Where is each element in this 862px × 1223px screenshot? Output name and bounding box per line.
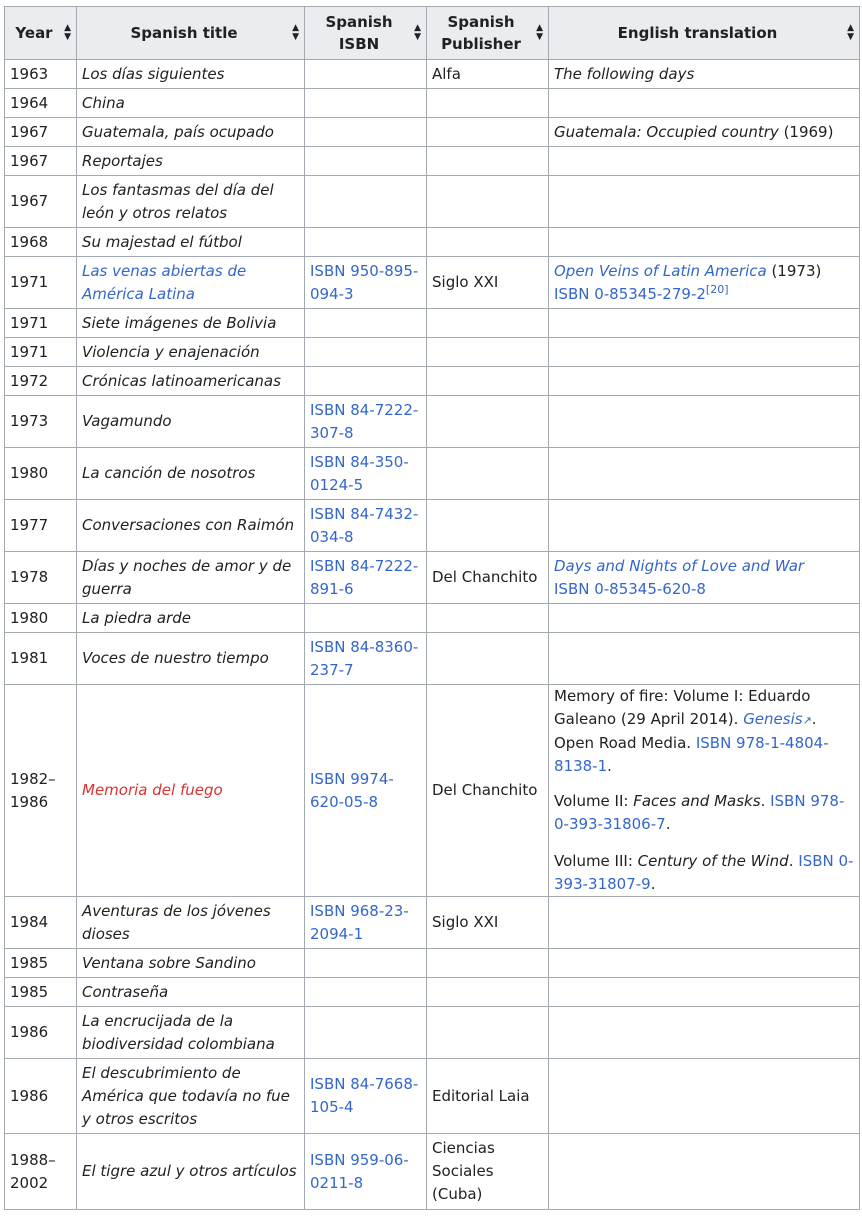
spanish-isbn-link[interactable]: ISBN 84-7222-891-6: [310, 556, 419, 598]
spanish-title-cell: [77, 89, 305, 118]
publisher-cell: Editorial Laia: [427, 1059, 549, 1134]
spanish-title-text: Los fantasmas del día del león y otros relatos: [82, 180, 274, 222]
spanish-title-cell: [77, 118, 305, 147]
volume-1-text: Memory of fire: Volume I: Eduardo Galeano (29 April 2014).: [554, 687, 811, 728]
english-translation-cell: [549, 118, 860, 147]
spanish-title-text: Su majestad el fútbol: [82, 232, 242, 251]
year-cell: 1964: [5, 89, 77, 118]
year-cell: 1968: [5, 228, 77, 257]
year-cell: 1980: [5, 448, 77, 500]
spanish-title-cell: [77, 309, 305, 338]
spanish-isbn-cell: [305, 897, 427, 949]
spanish-isbn-link[interactable]: ISBN 84-350-0124-5: [310, 452, 409, 494]
spanish-title-cell: [77, 552, 305, 604]
publisher-cell: [427, 1007, 549, 1059]
spanish-isbn-cell: [305, 257, 427, 309]
year-cell: 1978: [5, 552, 77, 604]
table-row: [5, 1007, 860, 1059]
spanish-title-text: Ventana sobre Sandino: [82, 953, 256, 972]
column-header-spanish-isbn[interactable]: Spanish ISBN ▲ ▼: [305, 7, 427, 60]
year-cell: 1981: [5, 633, 77, 685]
year-cell: 1977: [5, 500, 77, 552]
spanish-title-cell: [77, 949, 305, 978]
year-cell: 1980: [5, 604, 77, 633]
spanish-isbn-cell: [305, 367, 427, 396]
volume-1-isbn-link[interactable]: ISBN 978-1-4804-8138-1: [554, 734, 829, 775]
spanish-title-text: Contraseña: [82, 982, 169, 1001]
english-title-link[interactable]: Open Veins of Latin America: [554, 261, 767, 280]
year-cell: 1973: [5, 396, 77, 448]
publisher-cell: Siglo XXI: [427, 257, 549, 309]
spanish-title-cell: [77, 448, 305, 500]
spanish-title-cell: [77, 685, 305, 897]
english-translation-cell: [549, 500, 860, 552]
volume-1-citation: [554, 685, 854, 778]
english-translation-cell: [549, 949, 860, 978]
publisher-cell: Alfa: [427, 60, 549, 89]
english-year: (1969): [778, 122, 834, 141]
publisher-cell: [427, 228, 549, 257]
spanish-title-text: Reportajes: [82, 151, 163, 170]
sort-icon[interactable]: ▲ ▼: [64, 23, 71, 42]
table-row: [5, 367, 860, 396]
table-row: [5, 89, 860, 118]
year-cell: 1967: [5, 176, 77, 228]
table-row: [5, 552, 860, 604]
table-row: [5, 396, 860, 448]
year-cell: 1984: [5, 897, 77, 949]
spanish-title-text: La encrucijada de la biodiversidad colombiana: [82, 1011, 275, 1053]
publisher-cell: [427, 338, 549, 367]
table-row: [5, 228, 860, 257]
english-year: (1973): [766, 261, 822, 280]
english-title-text: Guatemala: Occupied country: [554, 122, 779, 141]
spanish-isbn-cell: [305, 978, 427, 1007]
spanish-isbn-cell: [305, 500, 427, 552]
punctuation: .: [607, 757, 612, 775]
table-row: [5, 1059, 860, 1134]
spanish-title-link[interactable]: Memoria del fuego: [82, 781, 223, 799]
spanish-isbn-cell: [305, 147, 427, 176]
spanish-title-text: La piedra arde: [82, 608, 191, 627]
spanish-title-text: Vagamundo: [82, 412, 172, 430]
table-row: [5, 685, 860, 897]
volume-2-title: Faces and Masks: [633, 792, 761, 810]
english-isbn-link[interactable]: ISBN 0-85345-620-8: [554, 579, 706, 598]
publisher-cell: [427, 448, 549, 500]
spanish-isbn-cell: [305, 1134, 427, 1210]
english-translation-cell: [549, 257, 860, 309]
publisher-cell: Siglo XXI: [427, 897, 549, 949]
english-translation-cell: [549, 309, 860, 338]
spanish-title-cell: [77, 60, 305, 89]
punctuation: .: [788, 852, 799, 870]
year-cell: 1982–1986: [5, 685, 77, 897]
spanish-isbn-cell: [305, 1059, 427, 1134]
spanish-isbn-cell: [305, 633, 427, 685]
header-row: [5, 7, 860, 60]
spanish-isbn-link[interactable]: ISBN 84-7668-105-4: [310, 1075, 419, 1116]
english-translation-cell: [549, 978, 860, 1007]
publisher-cell: [427, 89, 549, 118]
spanish-title-cell: [77, 978, 305, 1007]
english-translation-cell: [549, 60, 860, 89]
spanish-isbn-cell: [305, 552, 427, 604]
sort-icon[interactable]: ▲ ▼: [292, 23, 299, 42]
english-translation-cell: [549, 89, 860, 118]
spanish-title-cell: [77, 228, 305, 257]
year-cell: 1967: [5, 118, 77, 147]
english-translation-cell: [549, 1059, 860, 1134]
spanish-title-text: Los días siguientes: [82, 64, 225, 83]
spanish-title-cell: [77, 176, 305, 228]
spanish-title-text: Crónicas latinoamericanas: [82, 371, 281, 390]
publisher-cell: [427, 309, 549, 338]
english-translation-cell: [549, 147, 860, 176]
year-cell: 1963: [5, 60, 77, 89]
spanish-title-cell: [77, 396, 305, 448]
volume-3-citation: [554, 850, 854, 896]
spanish-title-text: El tigre azul y otros artículos: [82, 1162, 297, 1180]
table-row: [5, 1134, 860, 1210]
year-cell: 1967: [5, 147, 77, 176]
volume-3-isbn-link[interactable]: ISBN 0-393-31807-9: [554, 852, 854, 893]
english-translation-cell: [549, 448, 860, 500]
punctuation: .: [665, 815, 671, 833]
english-isbn-link[interactable]: ISBN 0-85345-279-2: [554, 284, 706, 303]
english-translation-cell: [549, 396, 860, 448]
english-translation-cell: [549, 1007, 860, 1059]
reference-sup: [706, 283, 729, 296]
year-cell: 1971: [5, 309, 77, 338]
year-cell: 1986: [5, 1059, 77, 1134]
spanish-isbn-cell: [305, 228, 427, 257]
column-header-english-translation[interactable]: English translation ▲ ▼: [549, 7, 860, 60]
spanish-title-text: Guatemala, país ocupado: [82, 122, 274, 141]
english-translation-cell: [549, 552, 860, 604]
spanish-title-text: Siete imágenes de Bolivia: [82, 313, 277, 332]
punctuation: .: [760, 792, 771, 810]
spanish-title-cell: [77, 1059, 305, 1134]
spanish-isbn-cell: [305, 89, 427, 118]
table-row: [5, 257, 860, 309]
volume-3-title: Century of the Wind: [637, 852, 789, 870]
table-row: [5, 978, 860, 1007]
table-row: [5, 147, 860, 176]
spanish-title-cell: [77, 257, 305, 309]
table-row: [5, 118, 860, 147]
spanish-isbn-link[interactable]: ISBN 968-23-2094-1: [310, 901, 409, 943]
english-translation-cell: [549, 338, 860, 367]
volume-2-label: Volume II:: [554, 792, 634, 810]
spanish-title-text: China: [82, 93, 125, 112]
spanish-title-cell: [77, 338, 305, 367]
genesis-link[interactable]: Genesis: [743, 710, 803, 728]
spanish-isbn-cell: [305, 176, 427, 228]
spanish-isbn-cell: [305, 338, 427, 367]
spanish-isbn-cell: [305, 604, 427, 633]
spanish-isbn-link[interactable]: ISBN 84-8360-237-7: [310, 637, 419, 679]
spanish-isbn-link[interactable]: ISBN 959-06-0211-8: [310, 1150, 409, 1192]
publisher-cell: [427, 500, 549, 552]
spanish-title-text: El descubrimiento de América que todavía no fue y otros escritos: [82, 1063, 290, 1128]
spanish-isbn-cell: [305, 1007, 427, 1059]
table-row: [5, 604, 860, 633]
sort-icon[interactable]: ▲ ▼: [847, 23, 854, 42]
column-header-spanish-publisher[interactable]: Spanish Publisher ▲ ▼: [427, 7, 549, 60]
sort-icon[interactable]: ▲ ▼: [414, 23, 421, 42]
english-title-text: The following days: [554, 64, 695, 83]
spanish-isbn-cell: [305, 309, 427, 338]
volume-1-publisher: . Open Road Media.: [554, 710, 817, 752]
spanish-title-cell: [77, 500, 305, 552]
year-cell: 1985: [5, 949, 77, 978]
table-row: [5, 949, 860, 978]
punctuation: .: [650, 875, 656, 893]
spanish-title-cell: [77, 147, 305, 176]
spanish-isbn-link[interactable]: ISBN 950-895-094-3: [310, 261, 419, 303]
english-translation-cell: [549, 176, 860, 228]
spanish-title-text: Voces de nuestro tiempo: [82, 649, 269, 667]
spanish-isbn-cell: [305, 685, 427, 897]
column-header-year[interactable]: Year ▲ ▼: [5, 7, 77, 60]
spanish-title-cell: [77, 367, 305, 396]
year-cell: 1985: [5, 978, 77, 1007]
publisher-cell: [427, 147, 549, 176]
spanish-isbn-cell: [305, 60, 427, 89]
sort-icon[interactable]: ▲ ▼: [536, 23, 543, 42]
spanish-isbn-link[interactable]: ISBN 84-7432-034-8: [310, 504, 419, 546]
reference-link[interactable]: [20]: [705, 282, 729, 296]
year-cell: 1988–2002: [5, 1134, 77, 1210]
spanish-title-text: Aventuras de los jóvenes dioses: [82, 901, 271, 943]
year-cell: 1972: [5, 367, 77, 396]
volume-2-isbn-link[interactable]: ISBN 978-0-393-31806-7: [554, 792, 845, 833]
table-row: [5, 633, 860, 685]
publisher-cell: [427, 118, 549, 147]
spanish-title-text: Violencia y enajenación: [82, 342, 260, 361]
english-translation-cell: [549, 604, 860, 633]
spanish-title-text: La canción de nosotros: [82, 464, 256, 482]
publisher-cell: Del Chanchito: [427, 552, 549, 604]
english-translation-cell: [549, 1134, 860, 1210]
spanish-title-cell: [77, 604, 305, 633]
publisher-cell: [427, 949, 549, 978]
year-cell: 1971: [5, 338, 77, 367]
spanish-title-cell: [77, 1007, 305, 1059]
spanish-isbn-cell: [305, 448, 427, 500]
table-row: [5, 897, 860, 949]
column-header-spanish-title[interactable]: Spanish title ▲ ▼: [77, 7, 305, 60]
english-translation-cell: [549, 367, 860, 396]
publisher-cell: [427, 367, 549, 396]
spanish-isbn-link[interactable]: ISBN 84-7222-307-8: [310, 400, 419, 442]
external-link-icon: ↗: [802, 714, 812, 727]
table-row: [5, 338, 860, 367]
volume-3-label: Volume III:: [554, 852, 638, 870]
publisher-cell: [427, 604, 549, 633]
english-translation-cell: [549, 897, 860, 949]
spanish-isbn-cell: [305, 949, 427, 978]
table-row: [5, 176, 860, 228]
spanish-title-cell: [77, 897, 305, 949]
english-title-link[interactable]: Days and Nights of Love and War: [554, 556, 805, 575]
spanish-isbn-link[interactable]: ISBN 9974-620-05-8: [310, 769, 394, 811]
works-table: [4, 6, 860, 1210]
spanish-title-link[interactable]: Las venas abiertas de América Latina: [82, 261, 247, 303]
publisher-cell: Del Chanchito: [427, 685, 549, 897]
publisher-cell: [427, 978, 549, 1007]
spanish-title-text: Conversaciones con Raimón: [82, 516, 295, 534]
year-cell: 1971: [5, 257, 77, 309]
table-row: [5, 448, 860, 500]
publisher-cell: Ciencias Sociales (Cuba): [427, 1134, 549, 1210]
publisher-cell: [427, 396, 549, 448]
spanish-isbn-cell: [305, 396, 427, 448]
english-translation-cell: [549, 685, 860, 897]
english-translation-cell: [549, 633, 860, 685]
table-row: [5, 309, 860, 338]
spanish-title-text: Días y noches de amor y de guerra: [82, 556, 292, 598]
table-row: [5, 500, 860, 552]
volume-2-citation: [554, 790, 854, 836]
spanish-title-cell: [77, 1134, 305, 1210]
spanish-title-cell: [77, 633, 305, 685]
publisher-cell: [427, 176, 549, 228]
spanish-isbn-cell: [305, 118, 427, 147]
publisher-cell: [427, 633, 549, 685]
table-row: [5, 60, 860, 89]
english-translation-cell: [549, 228, 860, 257]
year-cell: 1986: [5, 1007, 77, 1059]
